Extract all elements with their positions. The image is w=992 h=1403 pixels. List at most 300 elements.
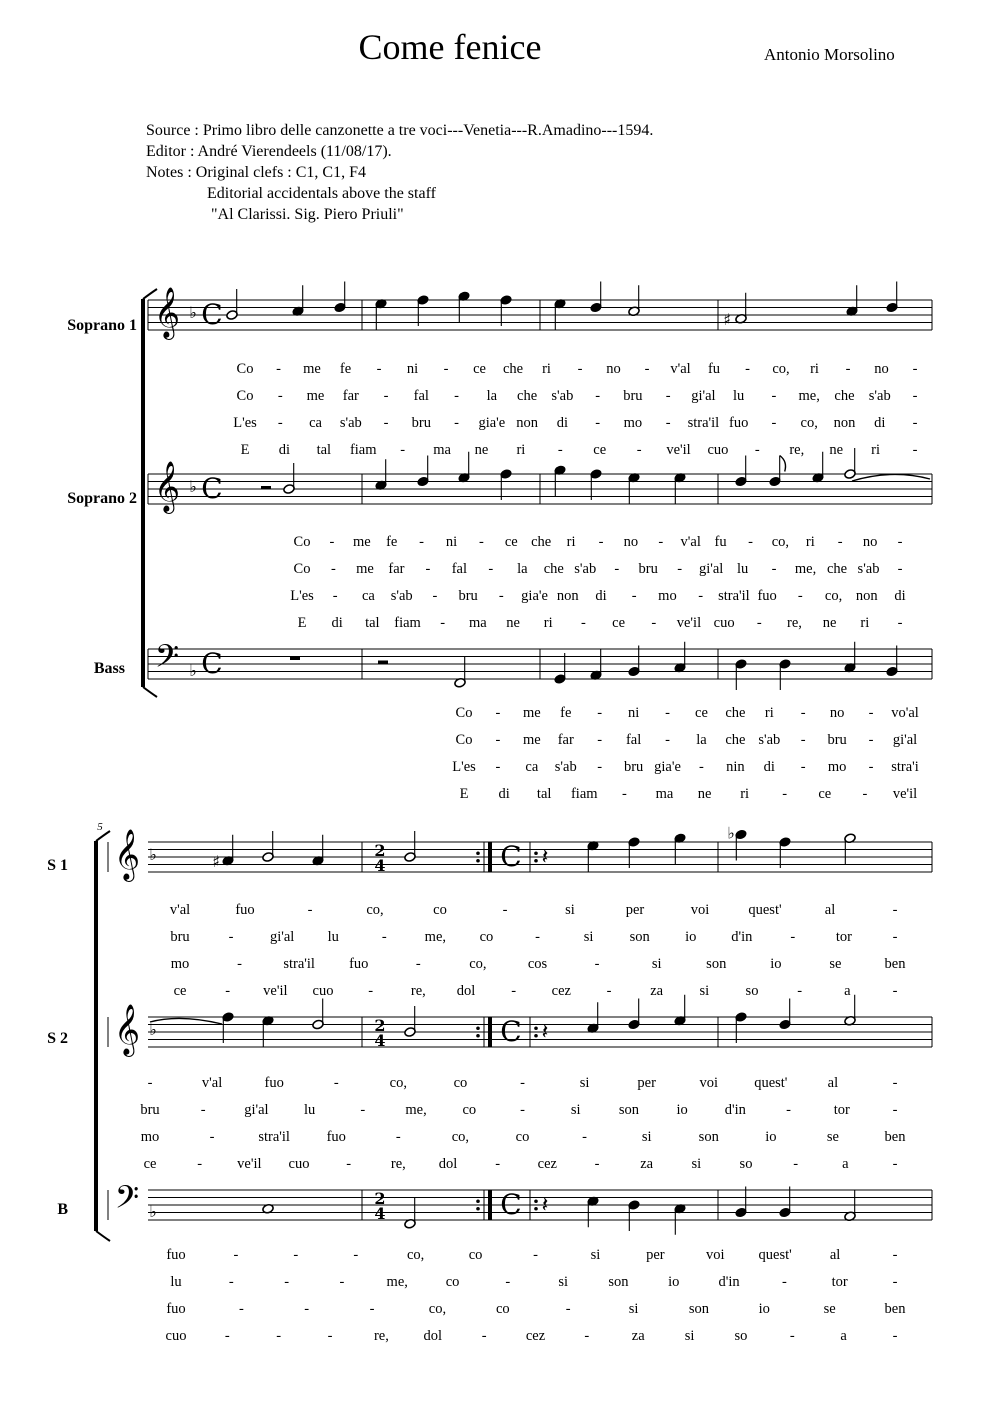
quarter-rest-icon: 𝄽 <box>541 1193 549 1218</box>
soprano1-s2-lyric: ve'il <box>263 983 288 999</box>
soprano2-lyric: - <box>478 534 484 550</box>
bass-lyric: ne <box>697 786 712 802</box>
soprano2-s2-lyric: stra'il <box>258 1129 290 1145</box>
soprano1-lyric: mo <box>623 415 643 431</box>
soprano2-s2-lyric: co, <box>451 1129 470 1145</box>
common-time-icon: C <box>201 472 223 505</box>
soprano2-s2-lyric: io <box>765 1129 777 1145</box>
bass-lyric: - <box>665 732 670 748</box>
soprano1-lyric: gia'e <box>478 415 506 431</box>
soprano2-s2-lyric: - <box>793 1156 799 1172</box>
soprano2-s2-lyric: co <box>515 1129 530 1145</box>
soprano2-lyric: che <box>531 534 552 550</box>
notes-line: Notes : Original clefs : C1, C1, F4 <box>146 164 366 181</box>
soprano2-lyric: ne <box>822 615 837 631</box>
soprano2-s2-lyric: za <box>640 1156 654 1172</box>
time-signature-numerator: 2 <box>374 1189 386 1208</box>
soprano1-lyric: s'ab <box>551 388 574 404</box>
soprano1-s2-lyric: co, <box>366 902 384 918</box>
bass-lyric: - <box>868 732 874 748</box>
soprano1-s2-lyric: si <box>583 929 594 945</box>
soprano1-lyric: non <box>516 415 538 431</box>
bass-s2-lyric: - <box>276 1328 282 1344</box>
bass-s2-lyric: fuo <box>166 1301 186 1317</box>
part-name-s2: S 2 <box>47 1030 68 1047</box>
repeat-dot <box>476 1034 480 1038</box>
soprano1-lyric: re, <box>789 442 805 458</box>
bass-s2-lyric: io <box>668 1274 680 1290</box>
soprano1-lyric: fu <box>707 361 721 377</box>
soprano2-s2-lyric: - <box>892 1156 898 1172</box>
measure-number: 5 <box>97 821 103 833</box>
soprano1-lyric: che <box>502 361 524 377</box>
soprano2-s2-lyric: - <box>892 1102 898 1118</box>
soprano2-lyric: gi'al <box>698 561 724 577</box>
soprano2-lyric: non <box>556 588 579 604</box>
soprano1-s2-lyric: - <box>415 956 421 972</box>
bass-s2-lyric: se <box>823 1301 836 1317</box>
soprano2-s2-lyric: quest' <box>754 1075 788 1091</box>
bass-s2-lyric: son <box>608 1274 629 1290</box>
soprano2-s2-lyric: cez <box>537 1156 557 1172</box>
repeat-dot <box>476 859 480 863</box>
soprano1-s2-lyric: - <box>892 929 898 945</box>
soprano1-s2-lyric: - <box>790 929 796 945</box>
bass-lyric: fal <box>625 732 642 748</box>
soprano2-lyric: - <box>598 534 604 550</box>
soprano1-lyric: me <box>303 361 321 377</box>
repeat-thick-bar <box>488 1190 492 1220</box>
bass-s2-lyric: - <box>369 1301 375 1317</box>
soprano1-lyric: me, <box>798 388 820 404</box>
soprano2-lyric: di <box>595 588 607 604</box>
soprano2-s2-lyric: ce <box>143 1156 157 1172</box>
soprano2-s2-lyric: co, <box>389 1075 407 1091</box>
soprano1-lyric: che <box>517 388 538 404</box>
soprano1-lyric: - <box>771 388 777 404</box>
composer-name: Antonio Morsolino <box>764 45 895 64</box>
soprano1-s2-lyric: ce <box>173 983 187 999</box>
repeat-dot <box>534 1026 538 1030</box>
repeat-dot <box>476 1199 480 1203</box>
bass-lyric: - <box>868 705 874 721</box>
soprano1-lyric: - <box>454 388 460 404</box>
soprano1-s2-lyric: - <box>594 956 600 972</box>
bass-lyric: fe <box>560 705 572 721</box>
bass-lyric: che <box>725 732 746 748</box>
soprano2-s2-lyric: - <box>200 1102 206 1118</box>
soprano2-lyric: tal <box>365 615 380 631</box>
soprano1-lyric: che <box>834 388 855 404</box>
soprano1-lyric: di <box>278 442 291 458</box>
soprano2-s2-lyric: son <box>618 1102 640 1118</box>
soprano1-s2-lyric: - <box>225 983 231 999</box>
bass-s2-lyric: - <box>228 1274 234 1290</box>
soprano1-lyric: ne <box>829 442 844 458</box>
soprano2-lyric: - <box>658 534 664 550</box>
soprano1-lyric: v'al <box>670 361 691 377</box>
bass-lyric: - <box>665 705 670 721</box>
time-signature-denominator: 4 <box>374 1204 386 1223</box>
soprano2-s2-lyric: - <box>209 1129 215 1145</box>
soprano2-lyric: - <box>440 615 446 631</box>
soprano1-s2-lyric: - <box>502 902 508 918</box>
soprano1-lyric: - <box>277 415 283 431</box>
soprano2-lyric: far <box>388 561 405 577</box>
repeat-dot <box>476 1026 480 1030</box>
soprano2-s2-lyric: - <box>197 1156 203 1172</box>
soprano1-s2-lyric: za <box>650 983 664 999</box>
soprano2-lyric: s'ab <box>390 588 413 604</box>
bass-lyric: - <box>495 732 501 748</box>
half-rest-icon <box>378 661 388 665</box>
soprano2-lyric: co, <box>771 534 790 550</box>
bass-lyric: mo <box>827 759 847 775</box>
soprano2-lyric: v'al <box>680 534 701 550</box>
soprano1-s2-lyric: io <box>770 956 782 972</box>
soprano1-s2-lyric: - <box>892 983 898 999</box>
soprano1-lyric: ma <box>433 442 451 458</box>
soprano2-lyric: che <box>543 561 564 577</box>
soprano1-lyric: - <box>665 415 671 431</box>
bass-s2-lyric: me, <box>386 1274 408 1290</box>
bass-lyric: nin <box>726 759 745 775</box>
soprano1-s2-lyric: se <box>829 956 842 972</box>
soprano2-lyric: fe <box>386 534 398 550</box>
soprano2-s2-lyric: gi'al <box>244 1102 269 1118</box>
soprano1-lyric: - <box>595 415 601 431</box>
soprano1-lyric: ri <box>542 361 551 377</box>
repeat-dot <box>476 851 480 855</box>
time-signature-numerator: 2 <box>374 1016 386 1035</box>
bass-lyric: vo'al <box>891 705 919 721</box>
soprano1-lyric: no <box>874 361 889 377</box>
bass-lyric: bru <box>623 759 644 775</box>
soprano2-lyric: lu <box>736 561 749 577</box>
bass-s2-lyric: co <box>445 1274 460 1290</box>
soprano1-lyric: ce <box>593 442 607 458</box>
bass-s2-lyric: - <box>565 1301 571 1317</box>
bass-lyric: me <box>522 705 541 721</box>
bass-lyric: stra'i <box>891 759 919 775</box>
bass-s2-lyric: - <box>584 1328 590 1344</box>
bass-lyric: no <box>829 705 845 721</box>
soprano2-lyric: - <box>614 561 620 577</box>
soprano1-lyric: ne <box>474 442 489 458</box>
bass-s2-lyric: - <box>233 1247 239 1263</box>
soprano2-s2-lyric: al <box>827 1075 839 1091</box>
common-time-icon: C <box>201 298 223 331</box>
soprano2-lyric: me, <box>794 561 817 577</box>
key-flat-icon: ♭ <box>149 1020 157 1039</box>
system-bracket <box>94 841 98 1231</box>
soprano1-s2-lyric: ben <box>884 956 906 972</box>
soprano2-lyric: stra'il <box>718 588 750 604</box>
soprano2-lyric: - <box>331 561 336 577</box>
soprano2-s2-lyric: se <box>826 1129 839 1145</box>
soprano2-lyric: ri <box>543 615 553 631</box>
soprano2-s2-lyric: me, <box>405 1102 427 1118</box>
soprano2-s2-lyric: - <box>495 1156 501 1172</box>
bass-s2-lyric: io <box>758 1301 770 1317</box>
bass-lyric: - <box>495 759 501 775</box>
soprano1-s2-lyric: d'in <box>731 929 753 945</box>
bass-s2-lyric: - <box>284 1274 290 1290</box>
soprano2-s2-lyric: si <box>570 1102 581 1118</box>
bass-s2-lyric: - <box>339 1274 345 1290</box>
quarter-rest-icon: 𝄽 <box>541 845 549 870</box>
soprano2-s2-lyric: mo <box>140 1129 160 1145</box>
soprano1-lyric: fuo <box>729 415 749 431</box>
soprano1-lyric: gi'al <box>691 388 716 404</box>
soprano1-s2-lyric: - <box>606 983 612 999</box>
soprano1-lyric: s'ab <box>339 415 362 431</box>
bass-lyric: - <box>782 786 788 802</box>
soprano2-lyric: di <box>894 588 906 604</box>
bass-lyric: - <box>495 705 501 721</box>
flat-accidental-icon: ♭ <box>727 823 735 843</box>
half-rest-icon <box>261 486 271 489</box>
soprano2-lyric: - <box>756 615 762 631</box>
bass-s2-lyric: co <box>468 1247 483 1263</box>
soprano2-lyric: - <box>698 588 704 604</box>
soprano2-lyric: co, <box>824 588 843 604</box>
bass-s2-lyric: - <box>293 1247 299 1263</box>
bass-s2-lyric: d'in <box>718 1274 740 1290</box>
soprano1-s2-lyric: - <box>797 983 803 999</box>
soprano1-lyric: ri <box>810 361 819 377</box>
soprano1-lyric: ni <box>406 361 419 377</box>
soprano1-s2-lyric: per <box>625 902 645 918</box>
soprano2-lyric: - <box>425 561 431 577</box>
bass-lyric: - <box>868 759 874 775</box>
soprano1-lyric: non <box>833 415 856 431</box>
soprano2-lyric: fuo <box>757 588 777 604</box>
part-name-bass: Bass <box>93 660 125 677</box>
soprano1-s2-lyric: - <box>892 902 898 918</box>
soprano2-s2-lyric: - <box>333 1075 339 1091</box>
soprano1-lyric: - <box>376 361 382 377</box>
soprano2-s2-lyric: io <box>676 1102 688 1118</box>
common-time-icon: C <box>201 647 223 680</box>
soprano1-lyric: - <box>745 361 750 377</box>
bass-lyric: ce <box>695 705 708 721</box>
soprano2-lyric: - <box>837 534 843 550</box>
soprano2-s2-lyric: d'in <box>724 1102 746 1118</box>
soprano2-s2-lyric: - <box>520 1075 525 1091</box>
soprano2-s2-lyric: - <box>360 1102 366 1118</box>
soprano2-s2-lyric: per <box>637 1075 656 1091</box>
repeat-dot <box>476 1207 480 1211</box>
repeat-dot <box>534 851 538 855</box>
soprano2-s2-lyric: tor <box>833 1102 850 1118</box>
soprano1-lyric: di <box>556 415 569 431</box>
soprano2-lyric: - <box>797 588 803 604</box>
soprano1-lyric: E <box>240 442 250 458</box>
soprano1-s2-lyric: co, <box>469 956 487 972</box>
eighth-flag <box>780 456 786 472</box>
soprano2-lyric: - <box>677 561 683 577</box>
soprano2-s2-lyric: - <box>520 1102 525 1118</box>
bass-lyric: - <box>800 759 806 775</box>
soprano2-lyric: - <box>651 615 657 631</box>
soprano2-lyric: - <box>419 534 425 550</box>
soprano2-s2-lyric: bru <box>140 1102 160 1118</box>
bass-s2-lyric: za <box>631 1328 645 1344</box>
bass-lyric: tal <box>536 786 552 802</box>
soprano1-s2-lyric: - <box>237 956 243 972</box>
bass-lyric: - <box>597 759 603 775</box>
part-name-b: B <box>57 1201 68 1218</box>
soprano1-lyric: - <box>644 361 650 377</box>
bass-lyric: - <box>862 786 868 802</box>
bass-lyric: ce <box>818 786 832 802</box>
bass-s2-lyric: tor <box>831 1274 848 1290</box>
soprano2-lyric: no <box>862 534 878 550</box>
soprano2-lyric: ne <box>506 615 520 631</box>
soprano1-lyric: - <box>912 361 918 377</box>
bass-s2-lyric: re, <box>373 1328 389 1344</box>
soprano2-lyric: fiam <box>394 615 421 631</box>
soprano2-lyric: - <box>748 534 753 550</box>
soprano2-s2-lyric: si <box>641 1129 652 1145</box>
bass-s2-lyric: si <box>558 1274 568 1290</box>
soprano2-lyric: fal <box>451 561 468 577</box>
soprano1-lyric: - <box>276 361 281 377</box>
soprano1-s2-lyric: io <box>685 929 697 945</box>
sharp-icon: ♯ <box>212 851 220 871</box>
soprano2-s2-lyric: - <box>395 1129 401 1145</box>
soprano1-lyric: lu <box>733 388 745 404</box>
part-name-soprano1: Soprano 1 <box>67 317 137 334</box>
bass-s2-lyric: ben <box>884 1301 906 1317</box>
bass-lyric: ri <box>764 705 774 721</box>
bass-lyric: s'ab <box>758 732 781 748</box>
soprano2-lyric: la <box>517 561 528 577</box>
bass-lyric: Co <box>455 705 473 721</box>
bass-s2-lyric: - <box>481 1328 487 1344</box>
soprano2-lyric: L'es <box>290 588 314 604</box>
soprano2-lyric: - <box>332 588 338 604</box>
repeat-dot <box>534 859 538 863</box>
tie-arc <box>852 474 930 481</box>
soprano1-s2-lyric: voi <box>690 902 710 918</box>
soprano1-lyric: - <box>595 388 601 404</box>
soprano1-lyric: bru <box>623 388 643 404</box>
soprano1-lyric: - <box>557 442 563 458</box>
bass-s2-lyric: - <box>224 1328 230 1344</box>
bass-lyric: s'ab <box>554 759 577 775</box>
soprano2-s2-lyric: co <box>462 1102 477 1118</box>
soprano1-lyric: - <box>912 388 918 404</box>
soprano1-lyric: la <box>486 388 498 404</box>
soprano2-lyric: fu <box>714 534 727 550</box>
soprano1-s2-lyric: quest' <box>748 902 782 918</box>
bracket-bottom-hook <box>96 1231 110 1241</box>
repeat-thick-bar <box>488 842 492 872</box>
editor-line: Editor : André Vierendeels (11/08/17). <box>146 143 392 160</box>
soprano2-lyric: gia'e <box>521 588 548 604</box>
soprano2-lyric: - <box>432 588 438 604</box>
soprano2-s2-lyric: si <box>579 1075 590 1091</box>
soprano1-lyric: - <box>443 361 449 377</box>
part-name-s1: S 1 <box>47 857 68 874</box>
bass-s2-lyric: lu <box>170 1274 182 1290</box>
bass-s2-lyric: - <box>892 1274 898 1290</box>
key-flat-icon: ♭ <box>149 845 157 864</box>
soprano1-lyric: - <box>577 361 583 377</box>
soprano1-s2-lyric: - <box>228 929 234 945</box>
soprano1-s2-lyric: - <box>511 983 517 999</box>
soprano2-lyric: ve'il <box>676 615 702 631</box>
soprano1-s2-lyric: stra'il <box>283 956 315 972</box>
common-time-icon: C <box>500 840 522 873</box>
soprano2-s2-lyric: - <box>147 1075 153 1091</box>
bass-s2-lyric: a <box>840 1328 847 1344</box>
repeat-dot <box>534 1034 538 1038</box>
soprano1-lyric: - <box>912 415 918 431</box>
soprano2-s2-lyric: a <box>842 1156 849 1172</box>
soprano2-lyric: - <box>329 534 335 550</box>
soprano2-lyric: s'ab <box>857 561 880 577</box>
bass-s2-lyric: so <box>734 1328 748 1344</box>
notes-dedication-line: "Al Clarissi. Sig. Piero Priuli" <box>211 206 404 223</box>
bass-lyric: E <box>459 786 469 802</box>
bass-lyric: L'es <box>452 759 476 775</box>
bass-lyric: ni <box>627 705 640 721</box>
soprano1-s2-lyric: a <box>844 983 851 999</box>
soprano1-lyric: - <box>383 388 389 404</box>
key-flat-icon: ♭ <box>189 303 197 322</box>
soprano1-s2-lyric: son <box>706 956 727 972</box>
soprano2-s2-lyric: si <box>691 1156 702 1172</box>
bass-lyric: - <box>800 705 806 721</box>
bass-s2-lyric: fuo <box>166 1247 186 1263</box>
repeat-thick-bar <box>488 1017 492 1047</box>
soprano2-s2-lyric: ve'il <box>237 1156 262 1172</box>
soprano2-lyric: s'ab <box>574 561 597 577</box>
soprano2-lyric: ri <box>860 615 870 631</box>
soprano2-s2-lyric: - <box>892 1075 898 1091</box>
bass-s2-lyric: per <box>646 1247 665 1263</box>
soprano1-lyric: di <box>874 415 886 431</box>
bass-s2-lyric: son <box>688 1301 709 1317</box>
soprano1-lyric: s'ab <box>868 388 891 404</box>
soprano1-lyric: ri <box>516 442 526 458</box>
soprano1-lyric: no <box>606 361 621 377</box>
soprano2-lyric: - <box>897 615 903 631</box>
time-signature-numerator: 2 <box>374 841 386 860</box>
soprano2-lyric: me <box>352 534 371 550</box>
bass-lyric: - <box>699 759 704 775</box>
bass-lyric: - <box>597 732 603 748</box>
bass-lyric: ri <box>740 786 750 802</box>
bass-s2-lyric: - <box>327 1328 333 1344</box>
soprano2-lyric: Co <box>293 534 311 550</box>
part-name-soprano2: Soprano 2 <box>67 490 137 507</box>
soprano1-lyric: - <box>400 442 406 458</box>
soprano1-s2-lyric: cos <box>527 956 548 972</box>
soprano1-s2-lyric: son <box>629 929 650 945</box>
bass-s2-lyric: si <box>590 1247 601 1263</box>
soprano2-lyric: che <box>826 561 848 577</box>
soprano1-s2-lyric: al <box>824 902 836 918</box>
soprano2-s2-lyric: voi <box>699 1075 719 1091</box>
soprano1-lyric: - <box>383 415 389 431</box>
soprano2-s2-lyric: v'al <box>201 1075 223 1091</box>
bass-s2-lyric: - <box>892 1328 898 1344</box>
soprano2-lyric: cuo <box>713 615 735 631</box>
